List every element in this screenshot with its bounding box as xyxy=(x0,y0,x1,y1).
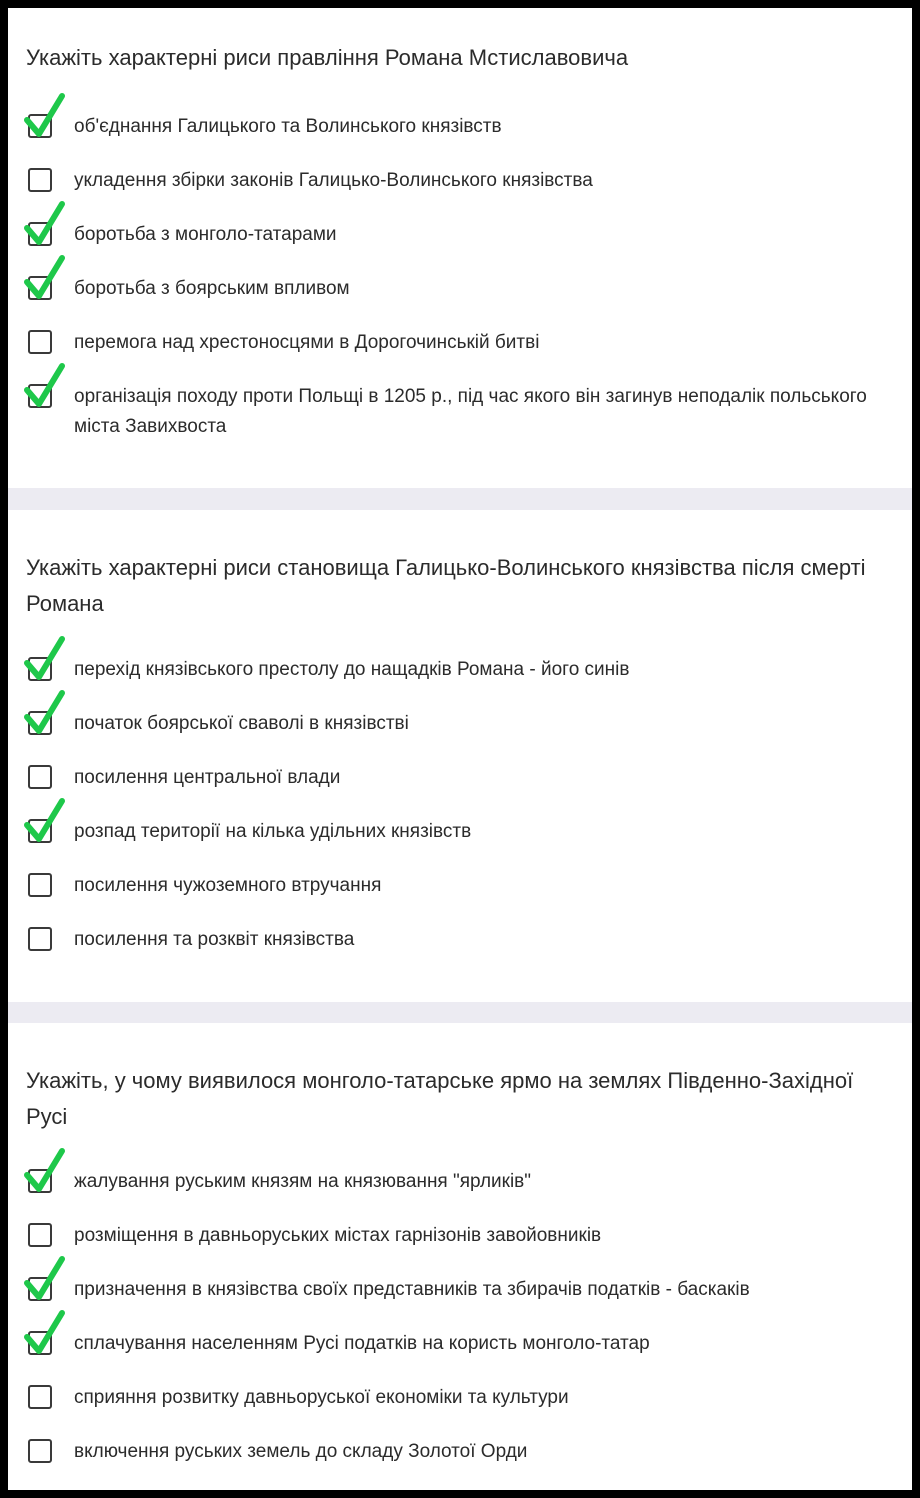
option-label: укладення збірки законів Галицько-Волинського князівства xyxy=(74,170,593,191)
option-label: сплачування населенням Русі податків на користь монголо-татар xyxy=(74,1333,650,1354)
option-label: боротьба з боярським впливом xyxy=(74,278,350,299)
question-card-3 xyxy=(8,1023,912,1490)
question-title: Укажіть характерні риси правління Романа Мстиславовича xyxy=(26,45,629,70)
question-title: Укажіть, у чому виявилося монголо-татарське ярмо на землях Південно-Західної Русі xyxy=(26,1068,854,1129)
checkbox[interactable] xyxy=(28,114,52,138)
checkbox[interactable] xyxy=(28,276,52,300)
checkbox[interactable] xyxy=(28,1277,52,1301)
checkbox[interactable] xyxy=(28,168,52,192)
checkbox[interactable] xyxy=(28,330,52,354)
question-card-2 xyxy=(8,510,912,1002)
checkbox[interactable] xyxy=(28,384,52,408)
checkbox[interactable] xyxy=(28,1439,52,1463)
checkbox[interactable] xyxy=(28,1223,52,1247)
option-label: організація походу проти Польщі в 1205 р., під час якого він загинув неподалік польського міста Завихвоста xyxy=(74,386,867,437)
checkbox[interactable] xyxy=(28,657,52,681)
option-label: посилення чужоземного втручання xyxy=(74,875,382,896)
checkbox[interactable] xyxy=(28,819,52,843)
checkbox[interactable] xyxy=(28,873,52,897)
option-label: боротьба з монголо-татарами xyxy=(74,224,337,245)
checkbox[interactable] xyxy=(28,1169,52,1193)
option-label: розміщення в давньоруських містах гарнізонів завойовників xyxy=(74,1225,602,1246)
checkbox[interactable] xyxy=(28,927,52,951)
option-label: перехід князівського престолу до нащадків Романа - його синів xyxy=(74,659,630,680)
checkbox[interactable] xyxy=(28,711,52,735)
option-label: розпад території на кілька удільних князівств xyxy=(74,821,472,842)
form-container xyxy=(8,8,912,1490)
option-label: сприяння розвитку давньоруської економіки та культури xyxy=(74,1387,569,1408)
question-title: Укажіть характерні риси становища Галицько-Волинського князівства після смерті Романа xyxy=(26,555,866,616)
question-card-1 xyxy=(8,8,912,488)
checkbox[interactable] xyxy=(28,222,52,246)
checkbox[interactable] xyxy=(28,1385,52,1409)
option-label: включення руських земель до складу Золотої Орди xyxy=(74,1441,528,1462)
option-label: жалування руським князям на князювання "ярликів" xyxy=(74,1171,532,1192)
option-label: перемога над хрестоносцями в Дорогочинській битві xyxy=(74,332,540,353)
checkbox[interactable] xyxy=(28,765,52,789)
option-label: початок боярської сваволі в князівстві xyxy=(74,713,409,734)
option-label: призначення в князівства своїх представників та збирачів податків - баскаків xyxy=(74,1279,750,1300)
option-label: об'єднання Галицького та Волинського князівств xyxy=(74,116,502,137)
option-label: посилення та розквіт князівства xyxy=(74,929,355,950)
checkbox[interactable] xyxy=(28,1331,52,1355)
option-label: посилення центральної влади xyxy=(74,767,341,788)
